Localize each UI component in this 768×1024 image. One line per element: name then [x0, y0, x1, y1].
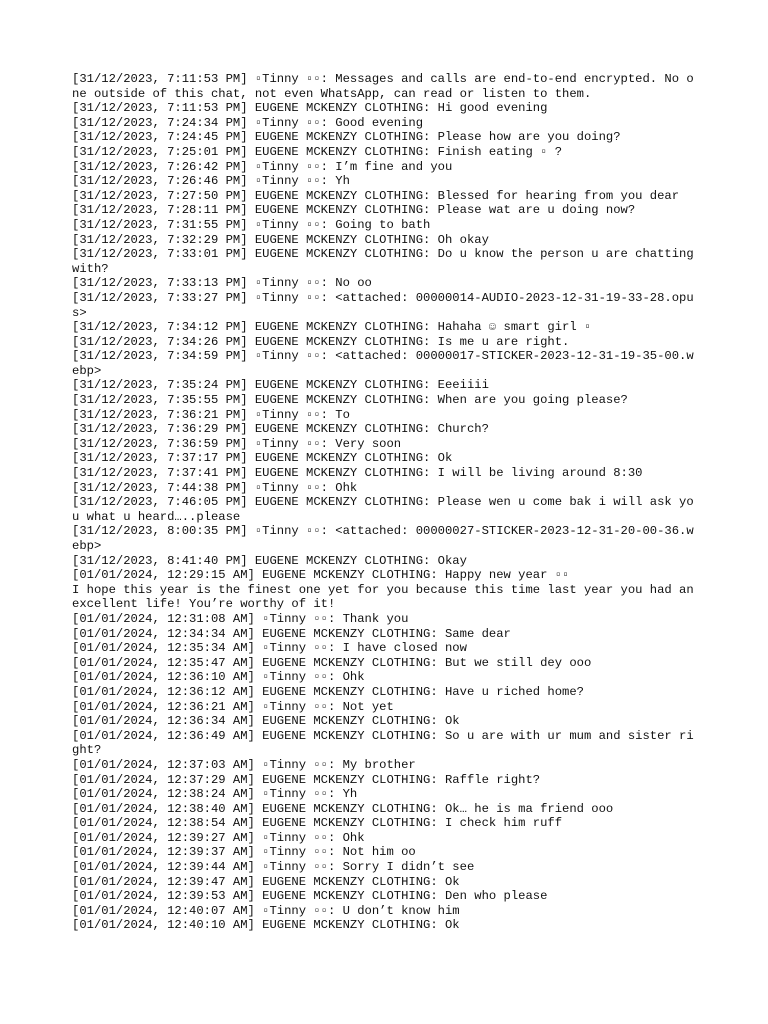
transcript-line: [01/01/2024, 12:36:34 AM] EUGENE MCKENZY CLOTHING: Ok	[72, 714, 460, 729]
transcript-line: [31/12/2023, 7:44:38 PM] ▫Tinny ▫▫: Ohk	[72, 480, 358, 495]
transcript-line: [01/01/2024, 12:35:34 AM] ▫Tinny ▫▫: I have closed now	[72, 641, 467, 656]
transcript-line: [01/01/2024, 12:31:08 AM] ▫Tinny ▫▫: Thank you	[72, 611, 409, 626]
transcript-line: [01/01/2024, 12:36:10 AM] ▫Tinny ▫▫: Ohk	[72, 670, 365, 685]
transcript-line: [31/12/2023, 7:36:59 PM] ▫Tinny ▫▫: Very soon	[72, 436, 402, 451]
transcript-line: [01/01/2024, 12:37:29 AM] EUGENE MCKENZY CLOTHING: Raffle right?	[72, 772, 541, 787]
transcript-line: [01/01/2024, 12:35:47 AM] EUGENE MCKENZY CLOTHING: But we still dey ooo	[72, 655, 592, 670]
transcript-line: [31/12/2023, 7:34:12 PM] EUGENE MCKENZY CLOTHING: Hahaha ☺ smart girl ▫	[72, 320, 592, 335]
transcript-line: I hope this year is the finest one yet for you because this time last year you had an excellent life! You’re worthy of it!	[72, 582, 701, 612]
transcript-line: [31/12/2023, 7:33:27 PM] ▫Tinny ▫▫: <attached: 00000014-AUDIO-2023-12-31-19-33-28.opus>	[72, 290, 694, 320]
transcript-line: [01/01/2024, 12:38:24 AM] ▫Tinny ▫▫: Yh	[72, 787, 358, 802]
transcript-line: [31/12/2023, 7:25:01 PM] EUGENE MCKENZY CLOTHING: Finish eating ▫ ?	[72, 144, 563, 159]
transcript-line: [31/12/2023, 7:32:29 PM] EUGENE MCKENZY CLOTHING: Oh okay	[72, 232, 489, 247]
transcript-line: [31/12/2023, 7:24:34 PM] ▫Tinny ▫▫: Good evening	[72, 115, 424, 130]
transcript-line: [31/12/2023, 7:46:05 PM] EUGENE MCKENZY CLOTHING: Please wen u come bak i will ask you what u heard…..please	[72, 495, 694, 524]
transcript-line: [01/01/2024, 12:39:44 AM] ▫Tinny ▫▫: Sorry I didn’t see	[72, 860, 475, 875]
transcript-line: [31/12/2023, 7:11:53 PM] ▫Tinny ▫▫: Messages and calls are end-to-end encrypted. No one outside of this chat, not even WhatsApp, can read or listen to them.	[72, 72, 694, 101]
transcript-line: [31/12/2023, 7:35:24 PM] EUGENE MCKENZY CLOTHING: Eeeiiii	[72, 378, 489, 393]
transcript-line: [31/12/2023, 7:37:17 PM] EUGENE MCKENZY CLOTHING: Ok	[72, 451, 453, 466]
transcript-line: [31/12/2023, 7:34:26 PM] EUGENE MCKENZY CLOTHING: Is me u are right.	[72, 334, 570, 349]
transcript-line: [01/01/2024, 12:39:37 AM] ▫Tinny ▫▫: Not him oo	[72, 845, 416, 860]
chat-transcript	[72, 72, 701, 933]
transcript-line: [01/01/2024, 12:34:34 AM] EUGENE MCKENZY CLOTHING: Same dear	[72, 626, 511, 641]
transcript-line: [31/12/2023, 8:00:35 PM] ▫Tinny ▫▫: <attached: 00000027-STICKER-2023-12-31-20-00-36.webp>	[72, 524, 694, 553]
transcript-line: [01/01/2024, 12:37:03 AM] ▫Tinny ▫▫: My brother	[72, 757, 416, 772]
transcript-line: [31/12/2023, 7:28:11 PM] EUGENE MCKENZY CLOTHING: Please wat are u doing now?	[72, 203, 636, 218]
transcript-line: [31/12/2023, 7:34:59 PM] ▫Tinny ▫▫: <attached: 00000017-STICKER-2023-12-31-19-35-00.webp>	[72, 349, 694, 378]
transcript-line: [01/01/2024, 12:38:40 AM] EUGENE MCKENZY CLOTHING: Ok… he is ma friend ooo	[72, 801, 614, 816]
transcript-line: [01/01/2024, 12:36:12 AM] EUGENE MCKENZY CLOTHING: Have u riched home?	[72, 684, 584, 699]
transcript-line: [01/01/2024, 12:38:54 AM] EUGENE MCKENZY CLOTHING: I check him ruff	[72, 816, 563, 831]
transcript-line: [01/01/2024, 12:40:10 AM] EUGENE MCKENZY CLOTHING: Ok	[72, 918, 460, 933]
transcript-line: [01/01/2024, 12:39:27 AM] ▫Tinny ▫▫: Ohk	[72, 830, 365, 845]
transcript-line: [31/12/2023, 8:41:40 PM] EUGENE MCKENZY CLOTHING: Okay	[72, 553, 467, 568]
transcript-line: [01/01/2024, 12:29:15 AM] EUGENE MCKENZY CLOTHING: Happy new year ▫▫	[72, 568, 570, 583]
transcript-line: [31/12/2023, 7:33:13 PM] ▫Tinny ▫▫: No oo	[72, 276, 372, 291]
transcript-line: [31/12/2023, 7:37:41 PM] EUGENE MCKENZY CLOTHING: I will be living around 8:30	[72, 466, 643, 481]
transcript-line: [31/12/2023, 7:26:46 PM] ▫Tinny ▫▫: Yh	[72, 174, 350, 189]
transcript-line: [31/12/2023, 7:26:42 PM] ▫Tinny ▫▫: I’m fine and you	[72, 159, 453, 174]
transcript-line: [31/12/2023, 7:27:50 PM] EUGENE MCKENZY CLOTHING: Blessed for hearing from you dear	[72, 188, 680, 203]
transcript-line: [31/12/2023, 7:36:21 PM] ▫Tinny ▫▫: To	[72, 407, 350, 422]
transcript-line: [01/01/2024, 12:39:53 AM] EUGENE MCKENZY CLOTHING: Den who please	[72, 889, 548, 904]
transcript-line: [01/01/2024, 12:39:47 AM] EUGENE MCKENZY CLOTHING: Ok	[72, 874, 460, 889]
transcript-line: [31/12/2023, 7:33:01 PM] EUGENE MCKENZY CLOTHING: Do u know the person u are chatting with?	[72, 247, 701, 276]
transcript-line: [31/12/2023, 7:36:29 PM] EUGENE MCKENZY CLOTHING: Church?	[72, 422, 489, 437]
transcript-line: [31/12/2023, 7:11:53 PM] EUGENE MCKENZY CLOTHING: Hi good evening	[72, 101, 548, 116]
transcript-line: [31/12/2023, 7:31:55 PM] ▫Tinny ▫▫: Going to bath	[72, 217, 431, 232]
transcript-line: [31/12/2023, 7:35:55 PM] EUGENE MCKENZY CLOTHING: When are you going please?	[72, 393, 628, 408]
transcript-line: [01/01/2024, 12:36:49 AM] EUGENE MCKENZY CLOTHING: So u are with ur mum and sister right?	[72, 728, 694, 758]
transcript-line: [31/12/2023, 7:24:45 PM] EUGENE MCKENZY CLOTHING: Please how are you doing?	[72, 130, 621, 145]
transcript-line: [01/01/2024, 12:36:21 AM] ▫Tinny ▫▫: Not yet	[72, 699, 394, 714]
transcript-line: [01/01/2024, 12:40:07 AM] ▫Tinny ▫▫: U don’t know him	[72, 903, 460, 918]
